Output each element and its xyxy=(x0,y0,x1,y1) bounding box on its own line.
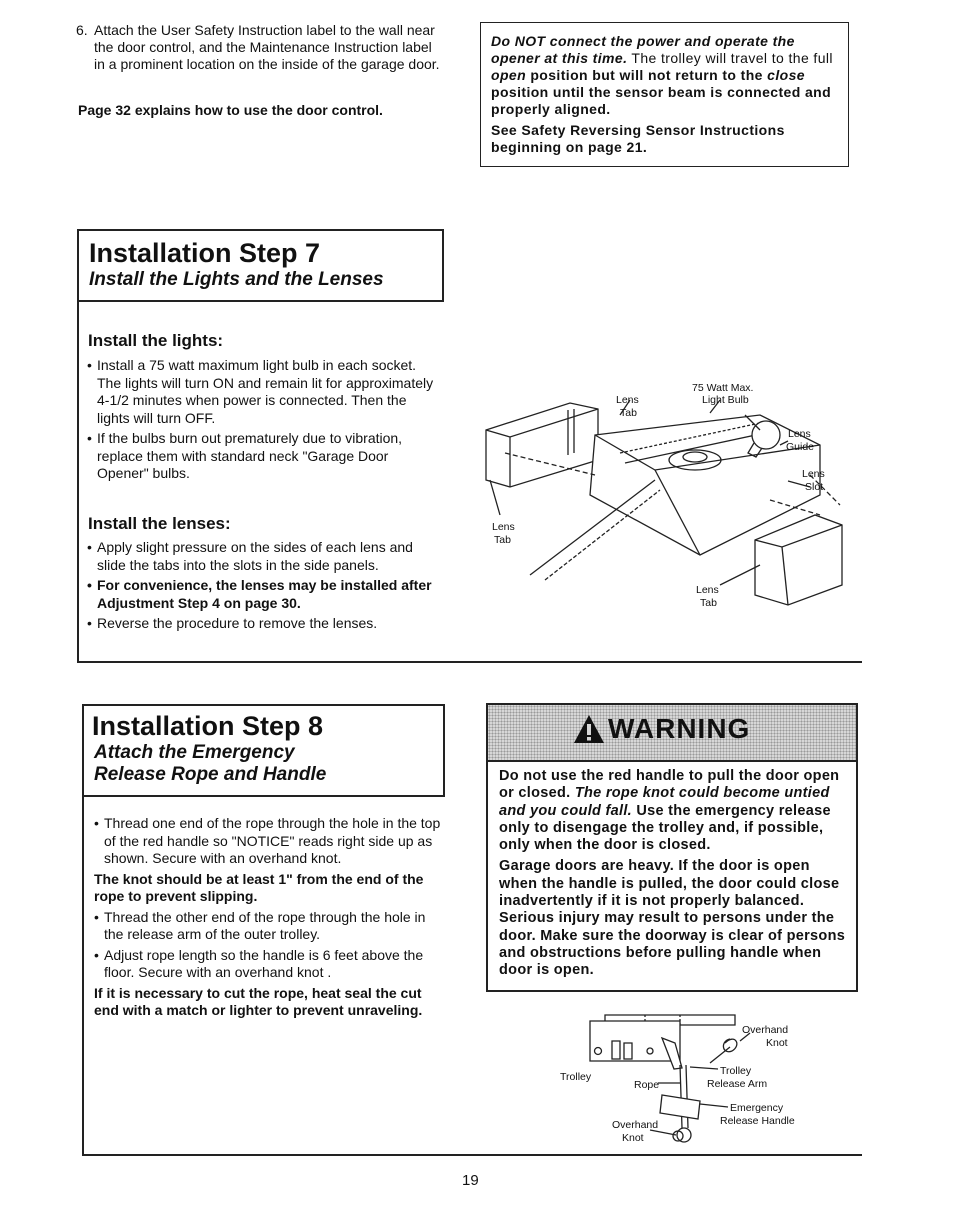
label-trolley: Trolley xyxy=(560,1071,592,1083)
label-lens-slot-1: Lens xyxy=(802,468,825,480)
label-lens-tab-bottom-2: Tab xyxy=(700,597,717,609)
warning-text xyxy=(499,768,846,980)
step-8-subtitle-2: Release Rope and Handle xyxy=(94,764,327,785)
label-lens-tab-bottom-1: Lens xyxy=(696,584,719,596)
sensor-reference: See Safety Reversing Sensor Instructions beginning on page 21. xyxy=(491,122,785,155)
rope-bullet: • Thread the other end of the rope through the hole in the release arm of the outer trolley. xyxy=(94,909,446,944)
label-overhand-knot-bottom-2: Knot xyxy=(622,1132,644,1144)
page-32-note: Page 32 explains how to use the door control. xyxy=(78,102,383,118)
caution-open: open xyxy=(491,67,527,83)
label-overhand-knot-top-1: Overhand xyxy=(742,1024,789,1036)
label-rope: Rope xyxy=(634,1079,660,1091)
warning-p1-b: Use the emergency release only to disengage the trolley and, if possible, only when the door is closed. xyxy=(499,802,831,854)
warning-paragraph-2: Garage doors are heavy. If the door is open when the handle is pulled, the door could close inadvertently if it is not properly balanced. Serious injury may result to persons under the door. Make sure the doorway is clear of persons and obstructions before pulling handle when door is open. xyxy=(499,858,846,979)
lenses-bullet: • Apply slight pressure on the sides of each lens and slide the tabs into the slots in the side panels. xyxy=(87,539,442,574)
step-8-title: Installation Step 8 xyxy=(92,711,324,741)
caution-close: close xyxy=(767,67,805,83)
lenses-bullet: • Reverse the procedure to remove the lenses. xyxy=(87,615,442,633)
light-lens-diagram xyxy=(470,375,850,620)
rope-bullet: • Adjust rope length so the handle is 6 feet above the floor. Secure with an overhand knot . xyxy=(94,947,446,982)
label-overhand-knot-bottom-1: Overhand xyxy=(612,1119,659,1131)
warning-box xyxy=(486,703,858,992)
step-7-subtitle: Install the Lights and the Lenses xyxy=(89,269,384,290)
caution-text-b: position but will not return to the xyxy=(526,67,768,83)
step-6 xyxy=(76,22,446,73)
caution-text-c: position until the sensor beam is connected and properly aligned. xyxy=(491,84,832,117)
step-8-subtitle-1: Attach the Emergency xyxy=(94,742,295,763)
warning-title: WARNING xyxy=(608,713,751,744)
step-7-title: Installation Step 7 xyxy=(89,238,321,268)
lenses-bullet-bold: • For convenience, the lenses may be installed after Adjustment Step 4 on page 30. xyxy=(87,577,442,612)
label-lens-tab-top-2: Tab xyxy=(620,407,637,419)
lights-bullet: • If the bulbs burn out prematurely due to vibration, replace them with standard neck "Garage Door Opener" bulbs. xyxy=(87,430,442,483)
caution-text-a: The trolley will travel to the full xyxy=(627,50,833,66)
step-8-header xyxy=(82,704,445,797)
release-rope-diagram xyxy=(550,1003,830,1153)
step-8-body xyxy=(94,815,446,1023)
warning-p1-italic: The rope knot could become untied and you could fall. xyxy=(499,785,830,819)
label-emergency-2: Release Handle xyxy=(720,1115,795,1127)
label-lens-tab-top-1: Lens xyxy=(616,394,639,406)
lenses-bullets xyxy=(87,539,442,636)
warning-triangle-icon xyxy=(572,713,606,745)
rope-bullet: • Thread one end of the rope through the hole in the top of the red handle so "NOTICE" reads right side up as shown. Secure with an overhand knot. xyxy=(94,815,446,868)
label-overhand-knot-top-2: Knot xyxy=(766,1037,788,1049)
lights-heading: Install the lights: xyxy=(88,331,224,350)
heat-seal-note: If it is necessary to cut the rope, heat seal the cut end with a match or lighter to prevent unraveling. xyxy=(94,984,423,1018)
label-lens-tab-left-2: Tab xyxy=(494,534,511,546)
label-watt: 75 Watt Max. xyxy=(692,382,754,394)
label-emergency-1: Emergency xyxy=(730,1102,784,1114)
warning-paragraph-1 xyxy=(499,768,846,854)
caution-paragraph xyxy=(491,33,840,118)
warning-banner xyxy=(488,705,856,762)
lights-bullets xyxy=(87,357,442,486)
warning-p1-a: Do not use the red handle to pull the door open or closed. xyxy=(499,768,840,802)
step-6-text: Attach the User Safety Instruction label to the wall near the door control, and the Maintenance Instruction label in a prominent location on the inside of the garage door. xyxy=(94,22,440,72)
label-trolley-release-1: Trolley xyxy=(720,1065,752,1077)
step-7-header xyxy=(77,229,444,302)
caution-italic: Do NOT connect the power and operate the opener at this time. xyxy=(491,33,795,66)
lenses-heading: Install the lenses: xyxy=(88,514,231,533)
knot-note: The knot should be at least 1" from the end of the rope to prevent slipping. xyxy=(94,870,424,904)
label-trolley-release-2: Release Arm xyxy=(707,1078,768,1090)
label-lens-slot-2: Slot xyxy=(805,481,824,493)
label-bulb: Light Bulb xyxy=(702,394,749,406)
label-lens-guide-1: Lens xyxy=(788,428,811,440)
power-caution-box xyxy=(480,22,849,167)
label-lens-tab-left-1: Lens xyxy=(492,521,515,533)
page-number: 19 xyxy=(462,1172,479,1189)
label-lens-guide-2: Guide xyxy=(786,441,815,453)
lights-bullet: • Install a 75 watt maximum light bulb in each socket. The lights will turn ON and remain lit for approximately 4-1/2 minutes when power is connected. Then the lights will turn OFF. xyxy=(87,357,442,427)
step-6-number: 6. xyxy=(76,22,88,38)
